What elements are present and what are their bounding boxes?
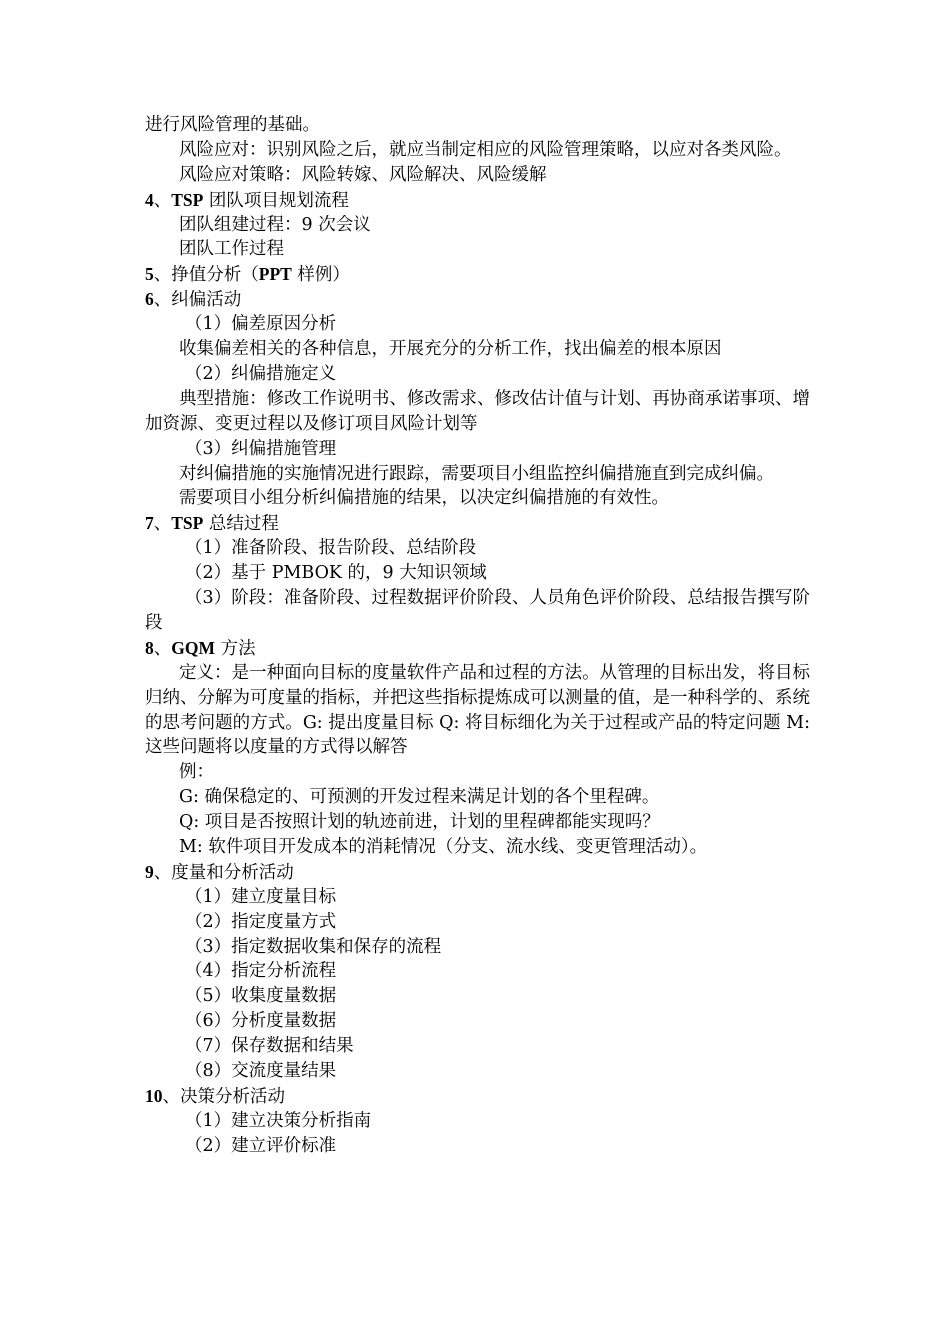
subheading: （3）纠偏措施管理 bbox=[185, 438, 337, 459]
list-item: （3）指定数据收集和保存的流程 bbox=[185, 936, 442, 957]
section-number: 8 bbox=[145, 637, 154, 658]
section-separator: 、 bbox=[153, 862, 172, 883]
list-item: 团队工作过程 bbox=[179, 239, 284, 260]
section-title-pre: 挣值分析（ bbox=[171, 265, 259, 286]
list-item: （1）建立度量目标 bbox=[185, 886, 337, 907]
section-separator: 、 bbox=[153, 514, 172, 535]
section-title: 纠偏活动 bbox=[171, 290, 242, 311]
section-separator: 、 bbox=[153, 290, 172, 311]
body-text: 需要项目小组分析纠偏措施的结果，以决定纠偏措施的有效性。 bbox=[179, 488, 669, 509]
section-heading-9 bbox=[145, 860, 810, 885]
example-metric: M: 软件项目开发成本的消耗情况（分支、流水线、变更管理活动）。 bbox=[179, 836, 708, 857]
section-separator: 、 bbox=[153, 190, 172, 211]
document-page bbox=[145, 113, 810, 1159]
section-number: 7 bbox=[145, 513, 154, 534]
list-item: （1）准备阶段、报告阶段、总结阶段 bbox=[185, 538, 477, 559]
section-bold-term: TSP bbox=[171, 189, 204, 210]
section-bold-term: GQM bbox=[171, 637, 215, 658]
list-item: （1）建立决策分析指南 bbox=[185, 1110, 372, 1131]
list-item: 团队组建过程：9 次会议 bbox=[179, 214, 371, 235]
body-text: 对纠偏措施的实施情况进行跟踪，需要项目小组监控纠偏措施直到完成纠偏。 bbox=[179, 463, 774, 484]
section-title: 总结过程 bbox=[203, 514, 279, 535]
section-heading-4 bbox=[145, 188, 810, 213]
section-title: 决策分析活动 bbox=[180, 1086, 285, 1107]
section-title: 团队项目规划流程 bbox=[203, 190, 349, 211]
section-number: 4 bbox=[145, 189, 154, 210]
section-number: 10 bbox=[145, 1085, 163, 1106]
section-title: 方法 bbox=[215, 638, 256, 659]
risk-response-paragraph: 风险应对：识别风险之后，就应当制定相应的风险管理策略，以应对各类风险。 bbox=[179, 139, 792, 160]
section-bold-term: PPT bbox=[258, 264, 292, 285]
list-item: （3）阶段：准备阶段、过程数据评价阶段、人员角色评价阶段、总结报告撰写阶段 bbox=[145, 587, 810, 633]
list-item: （2）基于 PMBOK 的，9 大知识领域 bbox=[185, 563, 487, 584]
section-number: 9 bbox=[145, 861, 154, 882]
section-bold-term: TSP bbox=[171, 513, 204, 534]
section-title-post: 样例） bbox=[291, 265, 350, 286]
paragraph-line: 进行风险管理的基础。 bbox=[145, 115, 320, 135]
section-heading-7 bbox=[145, 511, 810, 536]
section-title: 度量和分析活动 bbox=[171, 862, 294, 883]
list-item: （6）分析度量数据 bbox=[185, 1011, 337, 1032]
gqm-definition: 定义：是一种面向目标的度量软件产品和过程的方法。从管理的目标出发，将目标归纳、分解为可度量的指标，并把这些指标提炼成可以测量的值，是一种科学的、系统的思考问题的方式。G: 提出度量目标 Q: 将目标细化为关于过程或产品的特定问题 M: 这些问题将以度量的方式得以解答 bbox=[145, 662, 810, 758]
section-separator: 、 bbox=[162, 1086, 180, 1107]
section-separator: 、 bbox=[153, 265, 172, 286]
example-question: Q: 项目是否按照计划的轨迹前进，计划的里程碑都能实现吗？ bbox=[179, 812, 660, 833]
list-item: （7）保存数据和结果 bbox=[185, 1036, 354, 1057]
list-item: （8）交流度量结果 bbox=[185, 1061, 337, 1081]
list-item: （4）指定分析流程 bbox=[185, 961, 337, 982]
section-separator: 、 bbox=[153, 638, 172, 659]
example-goal: G: 确保稳定的、可预测的开发过程来满足计划的各个里程碑。 bbox=[179, 787, 660, 808]
section-heading-8 bbox=[145, 636, 810, 661]
section-number: 6 bbox=[145, 289, 154, 310]
section-heading-10 bbox=[145, 1084, 810, 1109]
example-label: 例： bbox=[179, 762, 214, 783]
body-text: 收集偏差相关的各种信息，开展充分的分析工作，找出偏差的根本原因 bbox=[179, 339, 722, 360]
section-heading-6 bbox=[145, 287, 810, 312]
list-item: （2）指定度量方式 bbox=[185, 911, 337, 932]
subheading: （2）纠偏措施定义 bbox=[185, 363, 337, 384]
body-text: 典型措施：修改工作说明书、修改需求、修改估计值与计划、再协商承诺事项、增加资源、变更过程以及修订项目风险计划等 bbox=[145, 388, 810, 434]
risk-strategy-paragraph: 风险应对策略：风险转嫁、风险解决、风险缓解 bbox=[179, 164, 547, 185]
subheading: （1）偏差原因分析 bbox=[185, 314, 337, 335]
list-item: （2）建立评价标准 bbox=[185, 1135, 337, 1156]
section-heading-5 bbox=[145, 262, 810, 287]
section-number: 5 bbox=[145, 264, 154, 285]
list-item: （5）收集度量数据 bbox=[185, 986, 337, 1007]
